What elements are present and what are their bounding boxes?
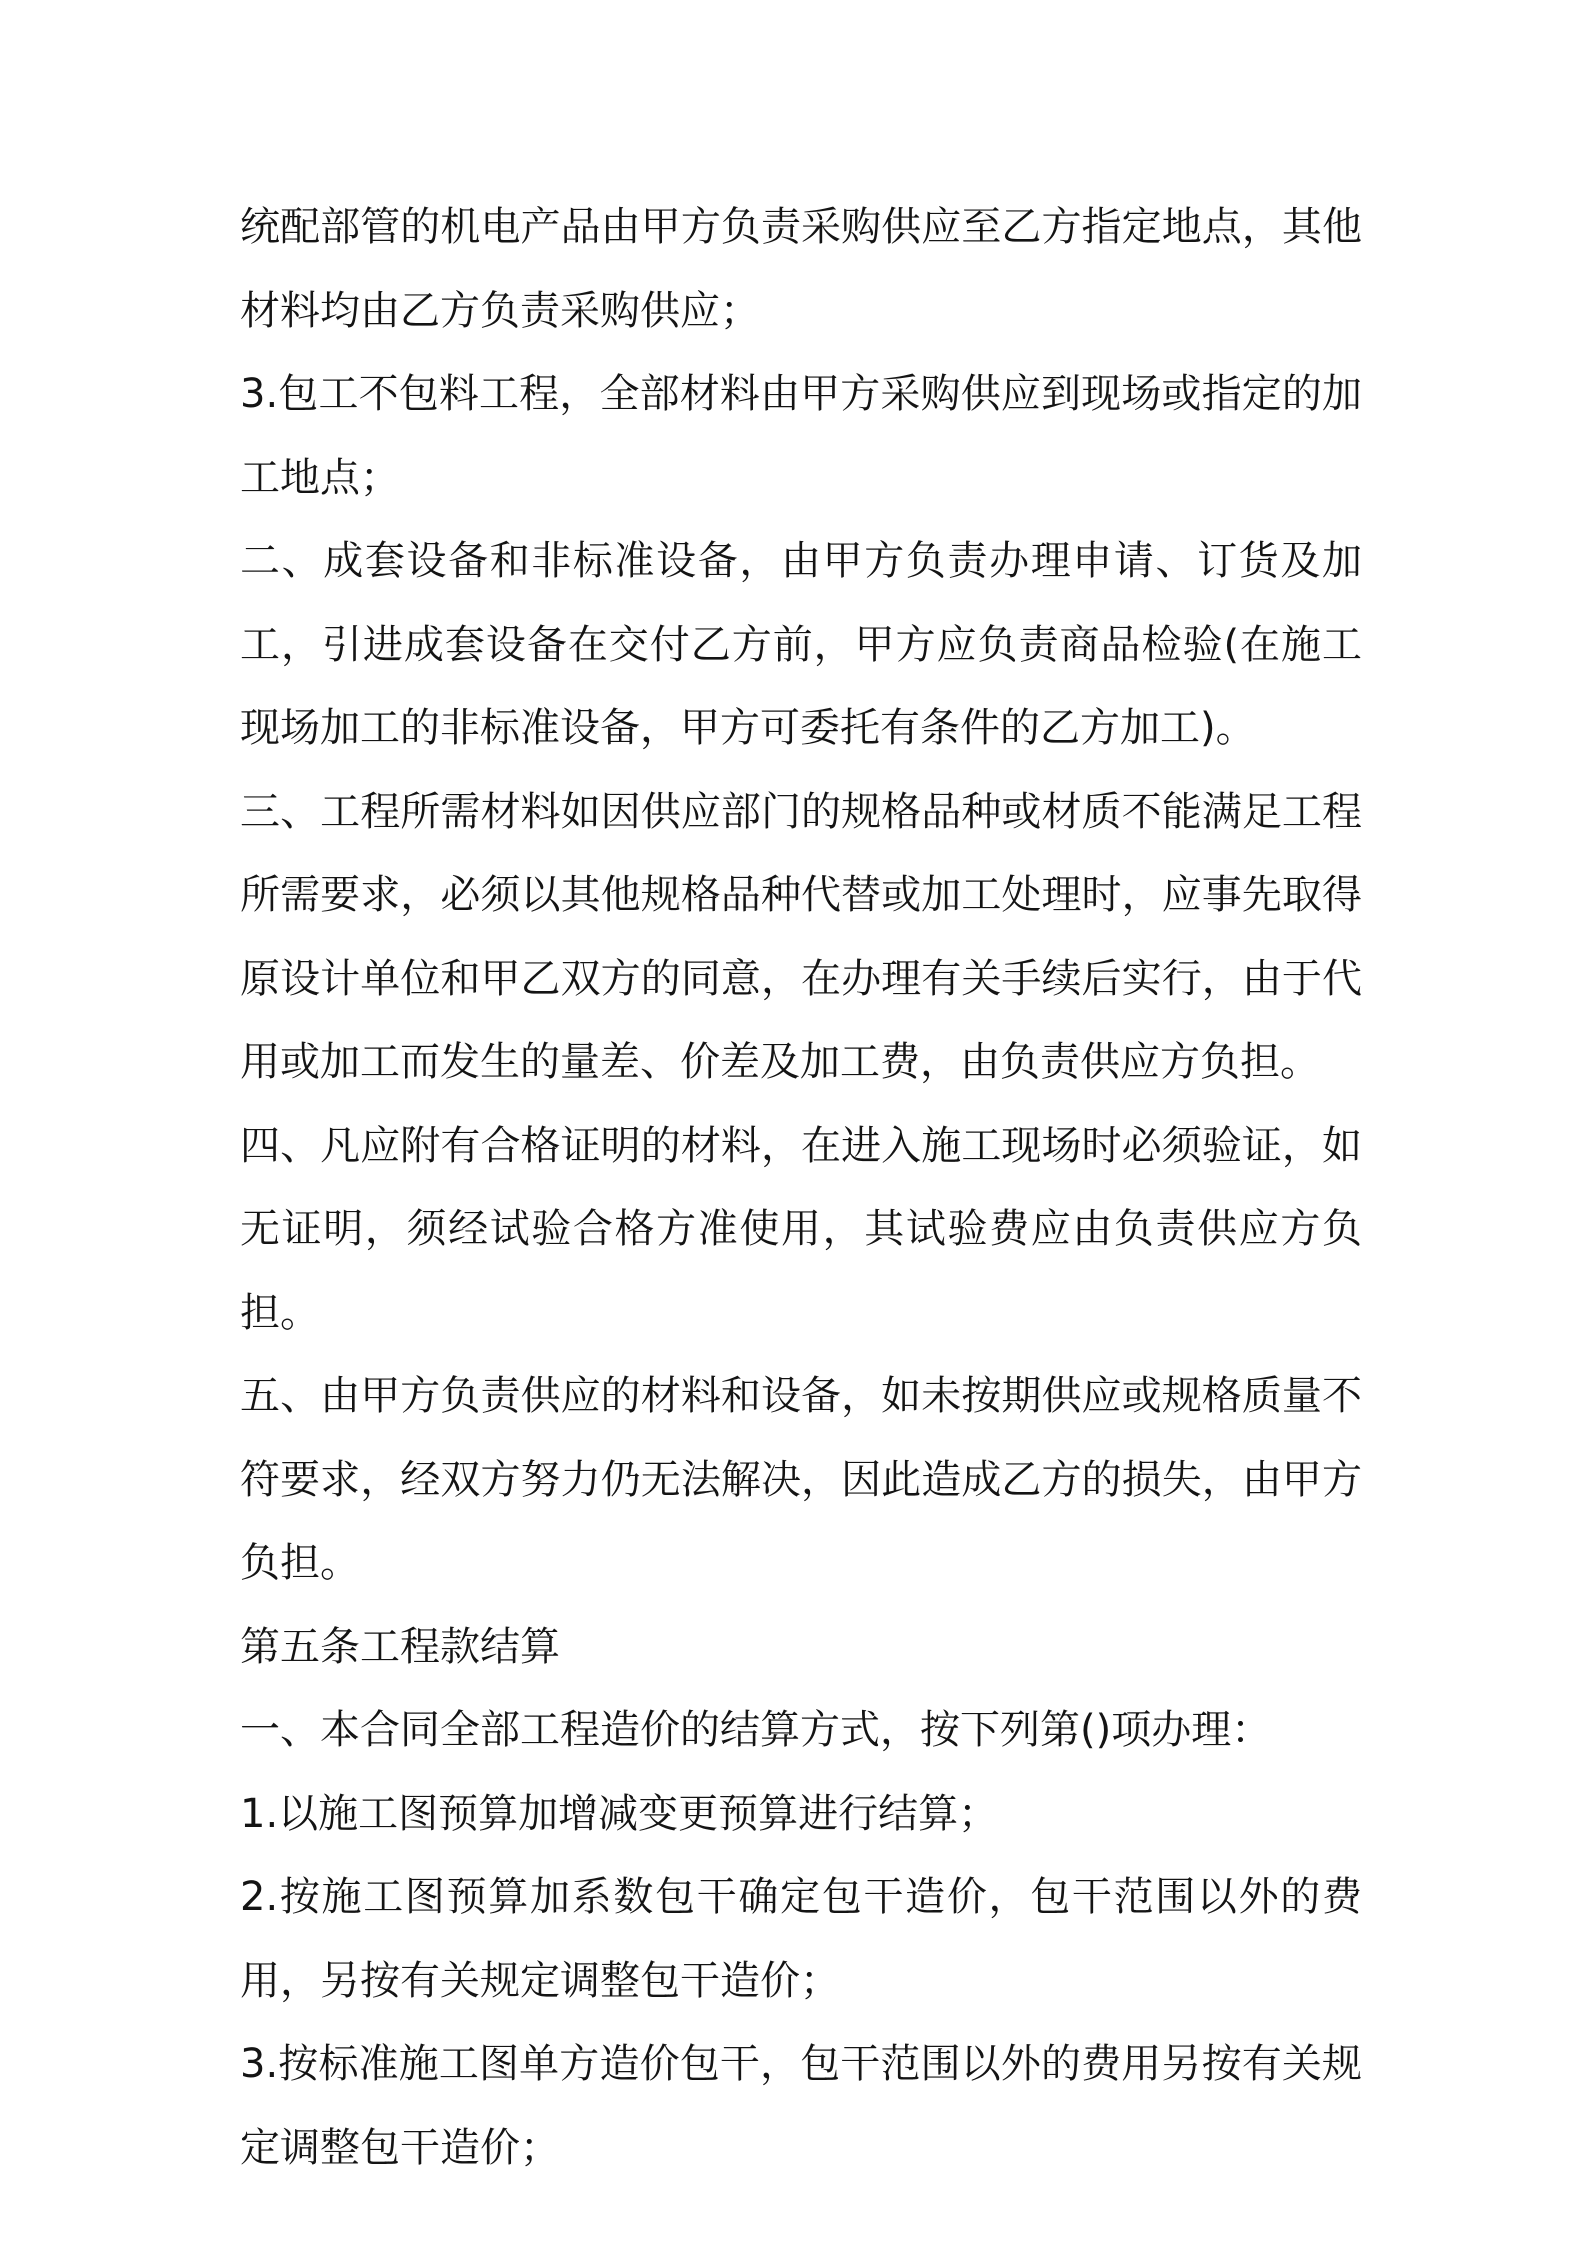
- section-heading-settlement: 第五条工程款结算: [240, 1623, 560, 1670]
- paragraph-materials-procurement: 统配部管的机电产品由甲方负责采购供应至乙方指定地点，其他材料均由乙方负责采购供应；: [240, 204, 1362, 334]
- list-item-settlement-option-1: 1.以施工图预算加增减变更预算进行结算；: [240, 1790, 999, 1837]
- paragraph-supply-delay-liability: 五、由甲方负责供应的材料和设备，如未按期供应或规格质量不符要求，经双方努力仍无法解决，因此造成乙方的损失，由甲方负担。: [240, 1373, 1362, 1586]
- paragraph-equipment-supply: 二、成套设备和非标准设备，由甲方负责办理申请、订货及加工，引进成套设备在交付乙方前，甲方应负责商品检验(在施工现场加工的非标准设备，甲方可委托有条件的乙方加工)。: [240, 538, 1362, 751]
- paragraph-material-substitution: 三、工程所需材料如因供应部门的规格品种或材质不能满足工程所需要求，必须以其他规格品种代替或加工处理时，应事先取得原设计单位和甲乙双方的同意，在办理有关手续后实行，由于代用或加工而发生的量差、价差及加工费，由负责供应方负担。: [240, 788, 1362, 1085]
- list-item-settlement-option-2: 2.按施工图预算加系数包干确定包干造价，包干范围以外的费用，另按有关规定调整包干造价；: [240, 1874, 1362, 2004]
- paragraph-labor-only-project: 3.包工不包料工程，全部材料由甲方采购供应到现场或指定的加工地点；: [240, 371, 1362, 501]
- paragraph-material-certification: 四、凡应附有合格证明的材料，在进入施工现场时必须验证，如无证明，须经试验合格方准使用，其试验费应由负责供应方负担。: [240, 1122, 1362, 1336]
- document-body: [240, 186, 1362, 2190]
- paragraph-settlement-method: 一、本合同全部工程造价的结算方式，按下列第()项办理：: [240, 1707, 1272, 1753]
- list-item-settlement-option-3: 3.按标准施工图单方造价包干，包干范围以外的费用另按有关规定调整包干造价；: [240, 2041, 1362, 2171]
